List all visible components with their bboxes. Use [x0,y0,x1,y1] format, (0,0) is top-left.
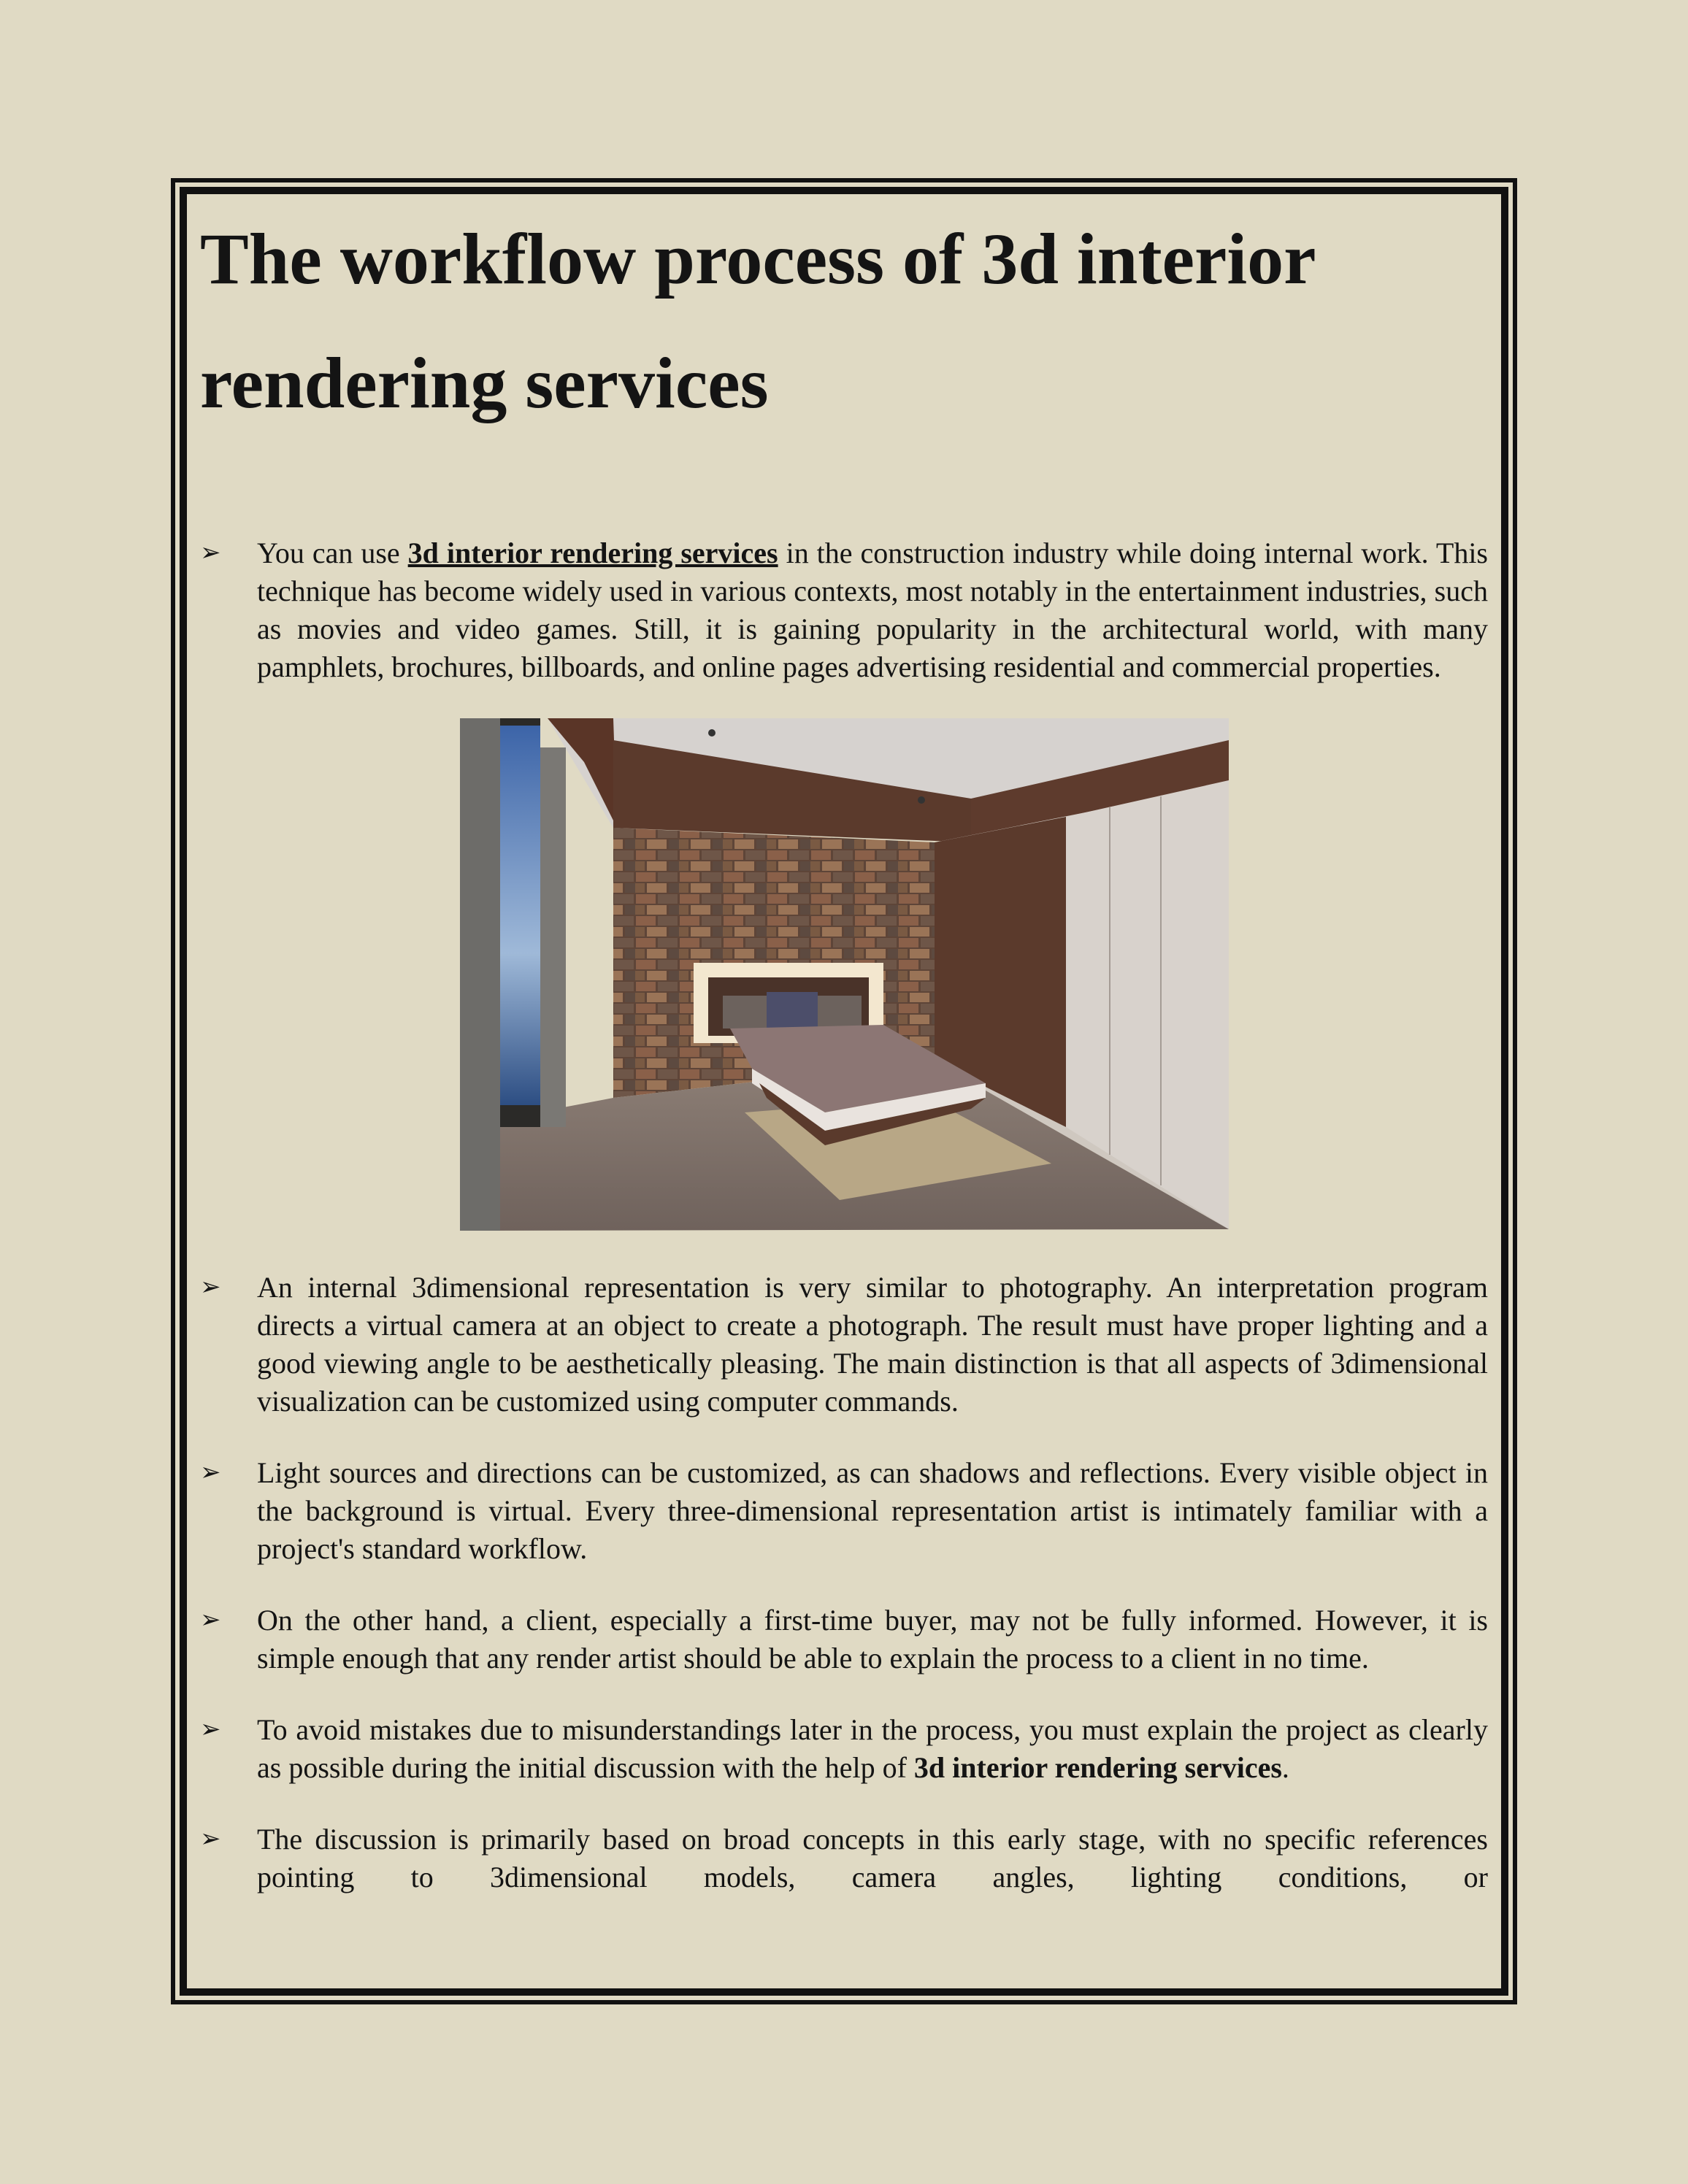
list-item: ➢ The discussion is primarily based on broad concepts in this early stage, with no specific references pointing to 3dimensional models, camera angles, lighting conditions, or [200,1820,1488,1896]
list-item: ➢ You can use 3d interior rendering services in the construction industry while doing internal work. This technique has become widely used in various contexts, most notably in the entertainment industries, such as movies and video games. Still, it is gaining popularity in the architectural world, with many pamphlets, brochures, billboards, and online pages advertising residential and commercial properties. [200,534,1488,686]
list-item: ➢ To avoid mistakes due to misunderstandings later in the process, you must explain the project as clearly as possible during the initial discussion with the help of 3d interior rendering services. [200,1711,1488,1787]
arrow-bullet-icon: ➢ [200,1826,221,1853]
list-item: ➢ Light sources and directions can be customized, as can shadows and reflections. Every visible object in the background is virtual. Every three-dimensional representation artist is intimately familiar with a project's standard workflow. [200,1454,1488,1568]
arrow-bullet-icon: ➢ [200,1459,221,1486]
arrow-bullet-icon: ➢ [200,1607,221,1634]
arrow-bullet-icon: ➢ [200,1274,221,1301]
rendering-services-link[interactable]: 3d interior rendering services [407,537,778,569]
list-item: ➢ An internal 3dimensional representation is very similar to photography. An interpretation program directs a virtual camera at an object to create a photograph. The result must have proper lighting and a good viewing angle to be aesthetically pleasing. The main distinction is that all aspects of 3dimensional visualization can be customized using computer commands. [200,1269,1488,1420]
bedroom-render-image [460,718,1229,1231]
arrow-bullet-icon: ➢ [200,539,221,566]
arrow-bullet-icon: ➢ [200,1716,221,1743]
page-title: The workflow process of 3d interior rendering services [200,218,1315,423]
rendering-services-bold: 3d interior rendering services [913,1751,1282,1784]
document-body [200,197,1488,1896]
list-item: ➢ On the other hand, a client, especially a first-time buyer, may not be fully informed. However, it is simple enough that any render artist should be able to explain the process to a client in no time. [200,1602,1488,1677]
